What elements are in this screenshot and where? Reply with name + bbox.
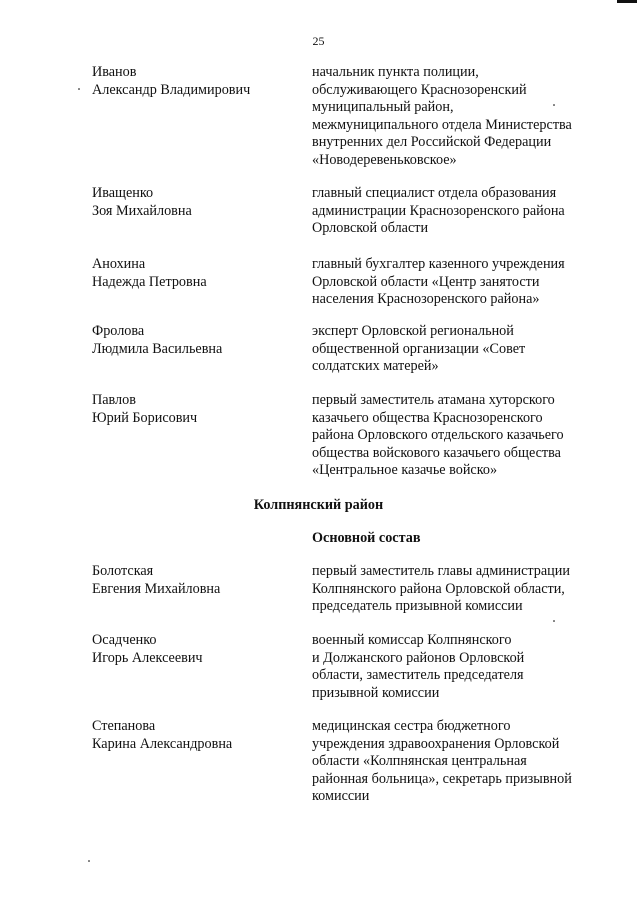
member-name: Иванов Александр Владимирович <box>92 64 251 98</box>
member-name: Осадченко Игорь Алексеевич <box>92 632 203 666</box>
member-position: медицинская сестра бюджетного учреждения здравоохранения Орловской области «Колпнянская центральная районная больница», секретарь призывной комиссии <box>312 718 572 805</box>
scan-speck <box>78 88 80 90</box>
scan-speck <box>88 860 90 862</box>
scan-corner-mark <box>617 0 637 3</box>
member-name: Анохина Надежда Петровна <box>92 256 207 290</box>
member-name: Степанова Карина Александровна <box>92 718 233 752</box>
member-name: Болотская Евгения Михайловна <box>92 563 221 597</box>
scan-speck <box>553 620 555 622</box>
member-position: начальник пункта полиции, обслуживающего Краснозоренский муниципальный район, межмуниципального отдела Министерства внутренних дел Российской Федерации «Новодеревеньковское» <box>312 64 572 168</box>
member-position: первый заместитель атамана хуторского казачьего общества Краснозоренского района Орловского отдельского казачьего общества войскового казачьего общества «Центральное казачье войско» <box>312 392 564 479</box>
member-position: главный специалист отдела образования администрации Краснозоренского района Орловской области <box>312 185 565 237</box>
page-number: 25 <box>312 34 325 48</box>
subsection-heading: Основной состав <box>312 530 421 546</box>
member-name: Павлов Юрий Борисович <box>92 392 198 426</box>
member-position: военный комиссар Колпнянского и Должанского районов Орловской области, заместитель председателя призывной комиссии <box>312 632 525 701</box>
member-position: эксперт Орловской региональной общественной организации «Совет солдатских матерей» <box>312 323 526 375</box>
member-position: главный бухгалтер казенного учреждения Орловской области «Центр занятости населения Краснозоренского района» <box>312 256 565 308</box>
member-position: первый заместитель главы администрации Колпнянского района Орловской области, председатель призывной комиссии <box>312 563 570 615</box>
member-name: Фролова Людмила Васильевна <box>92 323 223 357</box>
scan-speck <box>553 104 555 106</box>
member-name: Иващенко Зоя Михайловна <box>92 185 192 219</box>
section-heading: Колпнянский район <box>253 497 384 513</box>
